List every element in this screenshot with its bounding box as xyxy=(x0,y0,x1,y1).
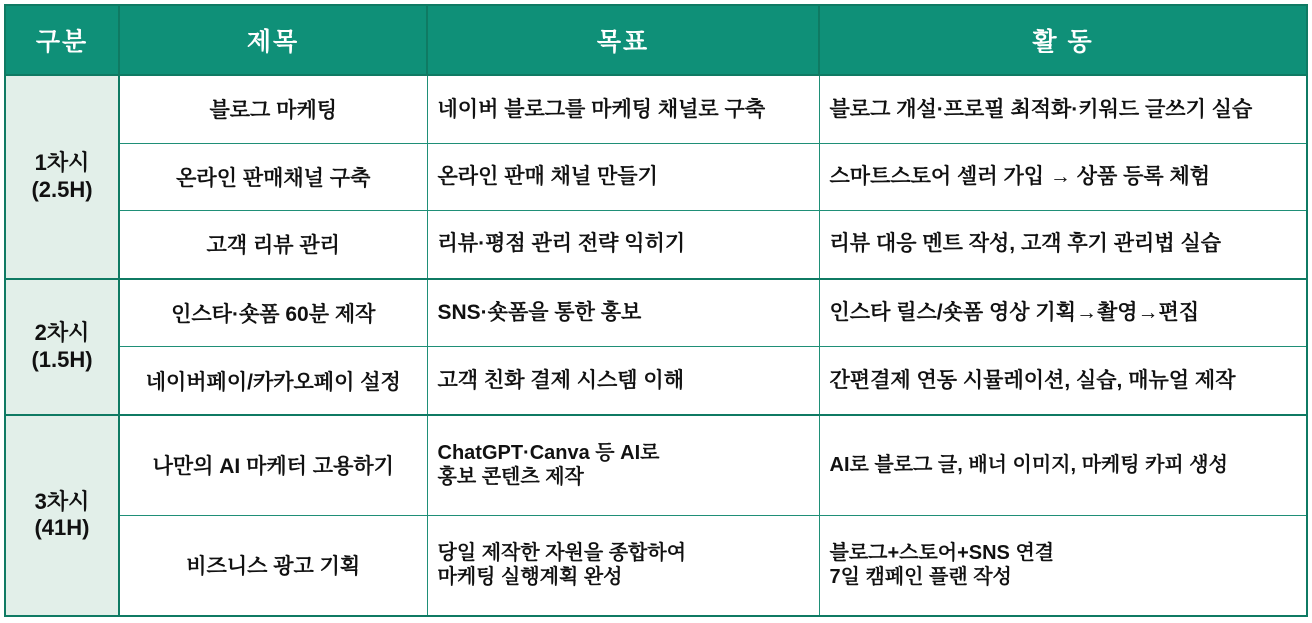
column-header-division: 구분 xyxy=(5,5,119,75)
column-header-goal: 목표 xyxy=(427,5,819,75)
row-goal: SNS·숏폼을 통한 홍보 xyxy=(427,279,819,347)
row-activity: 블로그+스토어+SNS 연결 7일 캠페인 플랜 작성 xyxy=(819,515,1307,616)
row-activity: 인스타 릴스/숏폼 영상 기획→촬영→편집 xyxy=(819,279,1307,347)
table-row xyxy=(5,75,1307,143)
table-header xyxy=(5,5,1307,75)
row-activity: 스마트스토어 셀러 가입 → 상품 등록 체험 xyxy=(819,143,1307,210)
row-goal: 온라인 판매 채널 만들기 xyxy=(427,143,819,210)
table-row xyxy=(5,515,1307,616)
session-label: 3차시 xyxy=(34,488,90,514)
table-row xyxy=(5,415,1307,516)
row-goal: 당일 제작한 자원을 종합하여 마케팅 실행계획 완성 xyxy=(427,515,819,616)
session-cell-1 xyxy=(5,75,119,279)
row-activity: 블로그 개설·프로필 최적화·키워드 글쓰기 실습 xyxy=(819,75,1307,143)
session-label: 1차시 xyxy=(34,149,90,175)
row-activity: AI로 블로그 글, 배너 이미지, 마케팅 카피 생성 xyxy=(819,415,1307,516)
session-hours: (2.5H) xyxy=(31,176,93,202)
table-body xyxy=(5,75,1307,616)
row-goal: 고객 친화 결제 시스템 이해 xyxy=(427,347,819,415)
session-cell-2 xyxy=(5,279,119,415)
table-row xyxy=(5,279,1307,347)
row-title: 비즈니스 광고 기획 xyxy=(119,515,427,616)
row-title: 인스타·숏폼 60분 제작 xyxy=(119,279,427,347)
session-cell-3 xyxy=(5,415,119,616)
row-title: 고객 리뷰 관리 xyxy=(119,210,427,278)
row-title: 온라인 판매채널 구축 xyxy=(119,143,427,210)
table-row xyxy=(5,347,1307,415)
row-title: 블로그 마케팅 xyxy=(119,75,427,143)
row-goal: 네이버 블로그를 마케팅 채널로 구축 xyxy=(427,75,819,143)
row-title: 나만의 AI 마케터 고용하기 xyxy=(119,415,427,516)
row-activity: 리뷰 대응 멘트 작성, 고객 후기 관리법 실습 xyxy=(819,210,1307,278)
session-hours: (1.5H) xyxy=(31,346,93,372)
table-row xyxy=(5,143,1307,210)
row-goal: 리뷰·평점 관리 전략 익히기 xyxy=(427,210,819,278)
column-header-activity: 활 동 xyxy=(819,5,1307,75)
row-title: 네이버페이/카카오페이 설정 xyxy=(119,347,427,415)
session-hours: (41H) xyxy=(34,515,90,541)
header-row xyxy=(5,5,1307,75)
session-label: 2차시 xyxy=(34,319,90,345)
curriculum-table xyxy=(4,4,1308,617)
column-header-title: 제목 xyxy=(119,5,427,75)
table-row xyxy=(5,210,1307,278)
row-activity: 간편결제 연동 시뮬레이션, 실습, 매뉴얼 제작 xyxy=(819,347,1307,415)
row-goal: ChatGPT·Canva 등 AI로 홍보 콘텐츠 제작 xyxy=(427,415,819,516)
